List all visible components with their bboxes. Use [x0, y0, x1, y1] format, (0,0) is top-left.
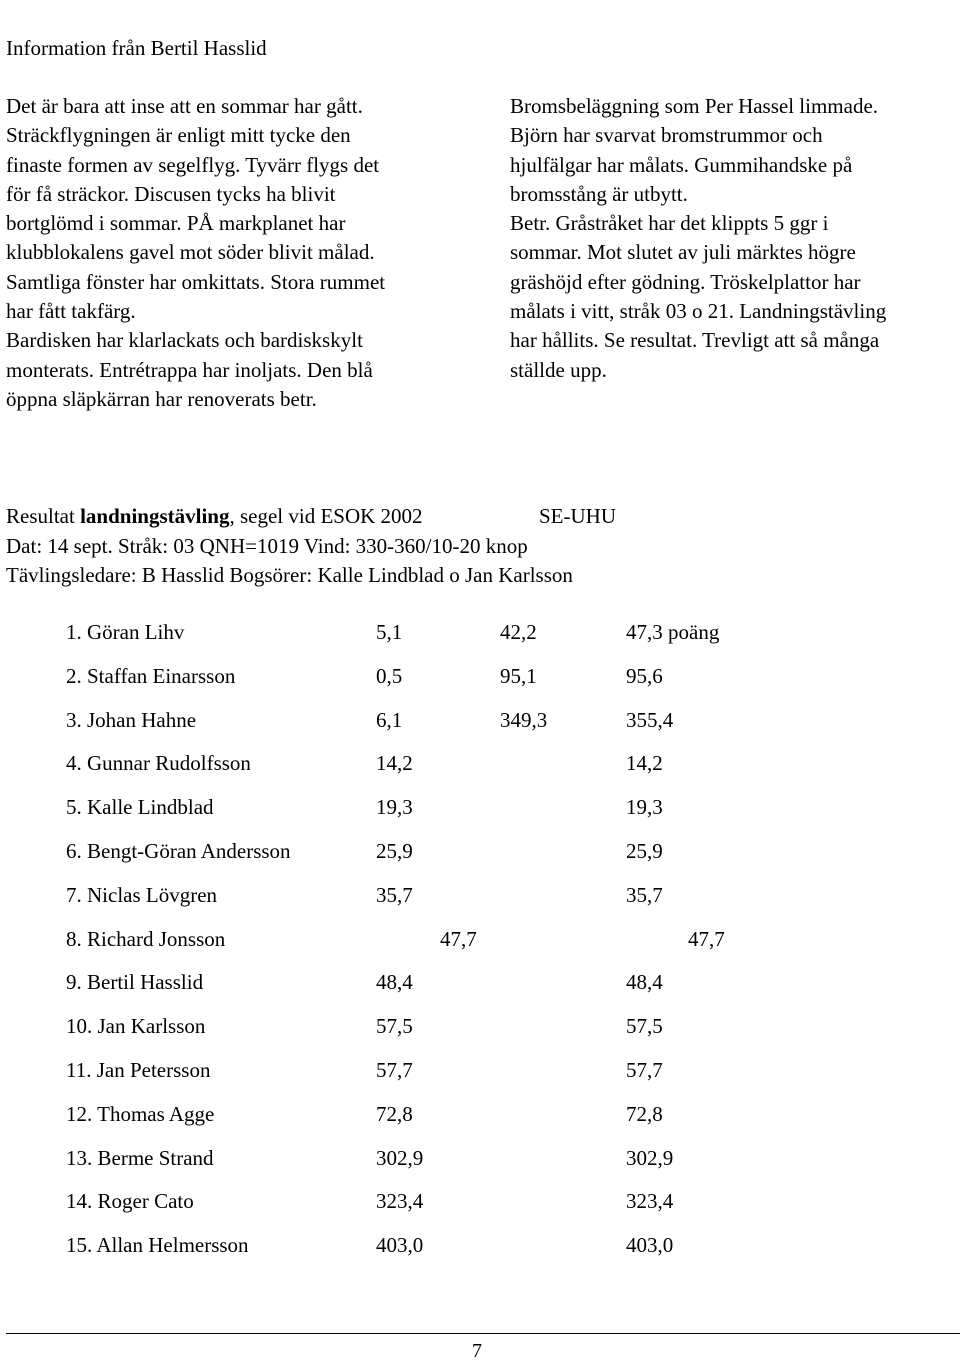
text-line: har fått takfärg.: [6, 299, 136, 324]
score-a: 302,9: [376, 1145, 424, 1170]
result-row: [0, 793, 960, 837]
result-row: [0, 881, 960, 925]
score-total: 302,9: [626, 1145, 674, 1170]
results-date-line: Dat: 14 sept. Stråk: 03 QNH=1019 Vind: 330-360/10-20 knop: [6, 533, 528, 558]
text-line: ställde upp.: [510, 357, 607, 382]
page-title: Information från Bertil Hasslid: [6, 36, 267, 60]
aircraft-registration: SE-UHU: [539, 504, 616, 528]
score-a: 323,4: [376, 1189, 424, 1214]
competitor-name: 11. Jan Petersson: [66, 1057, 211, 1082]
result-row: [0, 618, 960, 662]
competitor-name: 6. Bengt-Göran Andersson: [66, 838, 291, 863]
score-a: 57,5: [376, 1014, 413, 1039]
score-a: 25,9: [376, 838, 413, 863]
score-total: 355,4: [626, 707, 674, 732]
score-a: 5,1: [376, 620, 403, 644]
competitor-name: 5. Kalle Lindblad: [66, 795, 214, 820]
score-total: 95,6: [626, 663, 663, 688]
score-total: 47,3 poäng: [626, 620, 720, 644]
score-b: 42,2: [500, 620, 537, 644]
score-total: 57,7: [626, 1057, 663, 1082]
score-a: 403,0: [376, 1233, 424, 1258]
text-line: Sträckflygningen är enligt mitt tycke den: [6, 123, 351, 148]
text-line: monterats. Entrétrappa har inoljats. Den blå: [6, 357, 373, 382]
score-total: 403,0: [626, 1233, 674, 1258]
score-b: 95,1: [500, 663, 537, 688]
text-line: har hållits. Se resultat. Trevligt att så många: [510, 328, 880, 353]
competitor-name: 8. Richard Jonsson: [66, 926, 226, 951]
score-a: 6,1: [376, 707, 403, 732]
result-row: [0, 749, 960, 793]
page-number: 7: [472, 1340, 482, 1362]
text-line: målats i vitt, stråk 03 o 21. Landningstävling: [510, 299, 887, 324]
competitor-name: 7. Niclas Lövgren: [66, 882, 218, 907]
result-row: [0, 1012, 960, 1056]
score-a: 35,7: [376, 882, 413, 907]
text-line: bortglömd i sommar. PÅ markplanet har: [6, 211, 346, 236]
result-row: [0, 1231, 960, 1275]
results-title-bold: landningstävling: [80, 504, 230, 528]
competitor-name: 3. Johan Hahne: [66, 707, 197, 732]
score-total: 47,7: [688, 926, 725, 951]
score-total: 14,2: [626, 751, 663, 776]
text-line: öppna släpkärran har renoverats betr.: [6, 386, 317, 411]
results-title-suffix: , segel vid ESOK 2002: [229, 504, 423, 528]
result-row: [0, 1100, 960, 1144]
competitor-name: 14. Roger Cato: [66, 1189, 194, 1214]
text-line: Björn har svarvat bromstrummor och: [510, 123, 823, 148]
score-total: 323,4: [626, 1189, 674, 1214]
results-table: [0, 618, 960, 1275]
score-total: 35,7: [626, 882, 663, 907]
competitor-name: 2. Staffan Einarsson: [66, 663, 236, 688]
text-line: Samtliga fönster har omkittats. Stora rummet: [6, 269, 386, 294]
result-row: [0, 837, 960, 881]
competitor-name: 9. Bertil Hasslid: [66, 970, 204, 995]
result-row: [0, 925, 960, 969]
result-row: [0, 706, 960, 750]
competitor-name: 4. Gunnar Rudolfsson: [66, 751, 251, 776]
competitor-name: 13. Berme Strand: [66, 1145, 214, 1170]
result-row: [0, 1144, 960, 1188]
competitor-name: 10. Jan Karlsson: [66, 1014, 206, 1039]
results-header: [6, 502, 616, 591]
footer-divider: [6, 1333, 960, 1334]
score-b: 349,3: [500, 707, 548, 732]
text-line: hjulfälgar har målats. Gummihandske på: [510, 152, 853, 177]
text-line: finaste formen av segelflyg. Tyvärr flygs det: [6, 152, 380, 177]
score-total: 19,3: [626, 795, 663, 820]
results-officials-line: Tävlingsledare: B Hasslid Bogsörer: Kalle Lindblad o Jan Karlsson: [6, 563, 573, 587]
text-line: för få sträckor. Discusen tycks ha blivit: [6, 181, 336, 206]
text-line: sommar. Mot slutet av juli märktes högre: [510, 240, 856, 265]
score-total: 57,5: [626, 1014, 663, 1039]
score-a: 47,7: [440, 926, 477, 951]
result-row: [0, 1056, 960, 1100]
score-a: 0,5: [376, 663, 403, 688]
text-line: Bromsbeläggning som Per Hassel limmade.: [510, 94, 879, 118]
score-total: 48,4: [626, 970, 663, 995]
score-total: 25,9: [626, 838, 663, 863]
result-row: [0, 1187, 960, 1231]
result-row: [0, 968, 960, 1012]
results-title-prefix: Resultat: [6, 504, 81, 528]
competitor-name: 15. Allan Helmersson: [66, 1233, 249, 1258]
text-line: Det är bara att inse att en sommar har gått.: [6, 94, 363, 118]
score-total: 72,8: [626, 1101, 663, 1126]
left-text-column: [6, 92, 466, 414]
results-title-line: [6, 502, 616, 532]
text-line: bromsstång är utbytt.: [510, 181, 688, 206]
competitor-name: 1. Göran Lihv: [66, 620, 185, 644]
score-a: 48,4: [376, 970, 413, 995]
result-row: [0, 662, 960, 706]
score-a: 14,2: [376, 751, 413, 776]
text-line: Bardisken har klarlackats och bardiskskylt: [6, 328, 363, 353]
competitor-name: 12. Thomas Agge: [66, 1101, 215, 1126]
text-line: gräshöjd efter gödning. Tröskelplattor har: [510, 269, 861, 294]
score-a: 57,7: [376, 1057, 413, 1082]
right-text-column: [510, 92, 955, 385]
score-a: 72,8: [376, 1101, 413, 1126]
text-line: Betr. Gråstråket har det klippts 5 ggr i: [510, 211, 829, 236]
score-a: 19,3: [376, 795, 413, 820]
text-line: klubblokalens gavel mot söder blivit målad.: [6, 240, 375, 265]
